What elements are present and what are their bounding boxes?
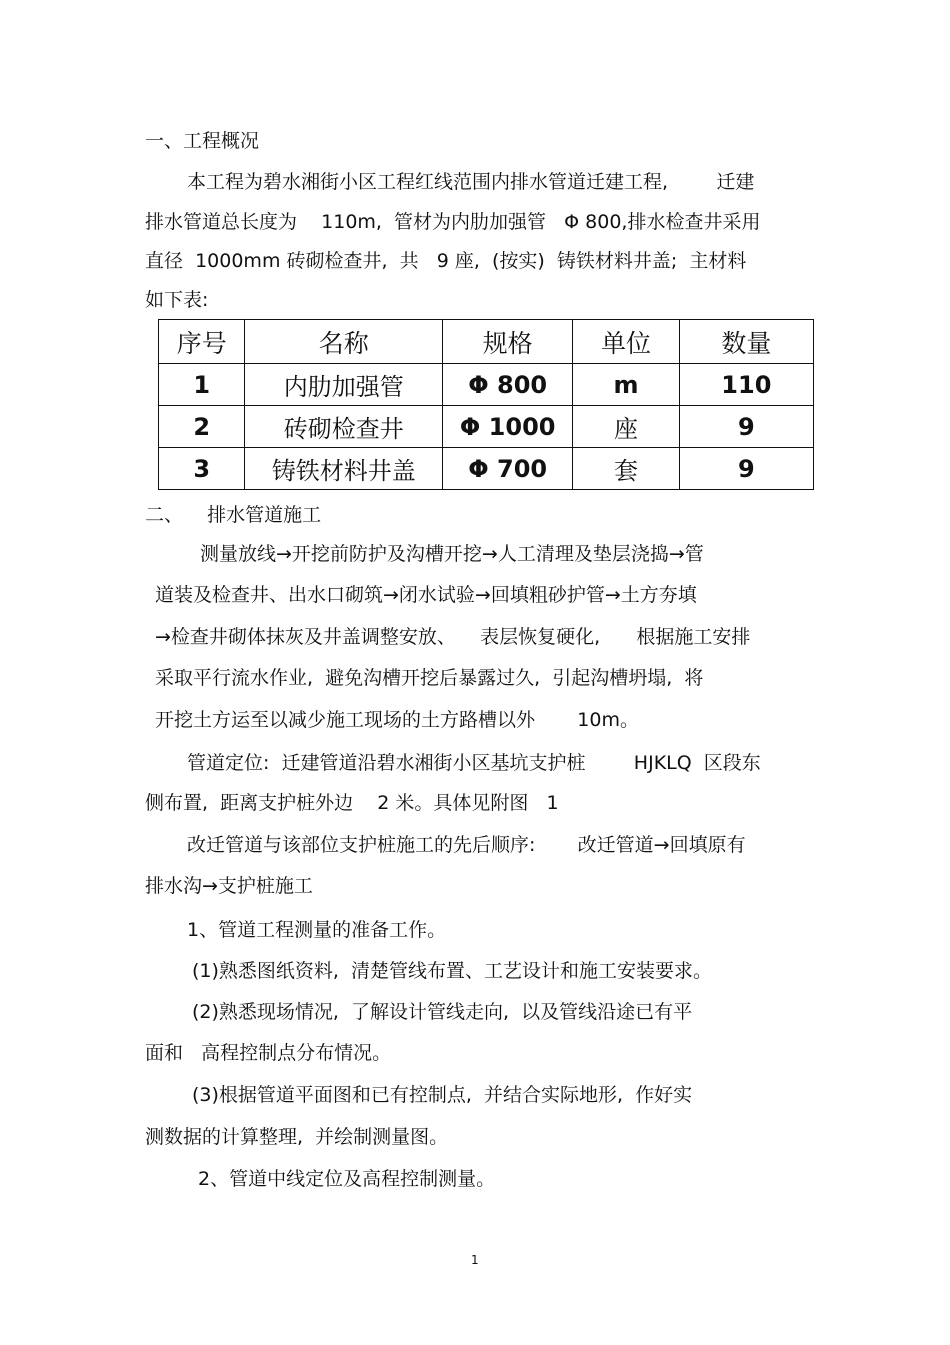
order-line-2: 排水沟→支护桩施工 (145, 875, 313, 897)
table-cell: Φ 1000 (442, 406, 572, 448)
table-row (159, 448, 814, 490)
table-cell: 9 (679, 406, 813, 448)
item-1-sub-1: (1)熟悉图纸资料, 清楚管线布置、工艺设计和施工安装要求。 (192, 960, 713, 982)
table-cell: 内肋加强管 (245, 364, 443, 406)
table-cell: 座 (573, 406, 679, 448)
position-line-1: 管道定位: 迁建管道沿碧水湘街小区基坑支护桩 HJKLQ 区段东 (187, 752, 761, 774)
table-cell: 9 (679, 448, 813, 490)
header-unit: 单位 (573, 320, 679, 364)
position-line-2: 侧布置, 距离支护桩外边 2 米。具体见附图 1 (145, 792, 559, 814)
process-line-4: 采取平行流水作业, 避免沟槽开挖后暴露过久, 引起沟槽坍塌, 将 (155, 667, 704, 689)
header-name: 名称 (245, 320, 443, 364)
table-cell: 110 (679, 364, 813, 406)
header-spec: 规格 (442, 320, 572, 364)
page-number: 1 (471, 1253, 479, 1267)
intro-paragraph-line-1: 本工程为碧水湘街小区工程红线范围内排水管道迁建工程, 迁建 (187, 171, 755, 193)
process-line-5: 开挖土方运至以减少施工现场的土方路槽以外 10m。 (155, 709, 639, 731)
item-1-sub-2-line-1: (2)熟悉现场情况, 了解设计管线走向, 以及管线沿途已有平 (192, 1001, 693, 1023)
order-line-1: 改迁管道与该部位支护桩施工的先后顺序: 改迁管道→回填原有 (187, 834, 746, 856)
item-2-heading: 2、管道中线定位及高程控制测量。 (198, 1168, 496, 1190)
header-quantity: 数量 (679, 320, 813, 364)
process-line-1: 测量放线→开挖前防护及沟槽开挖→人工清理及垫层浇捣→管 (200, 543, 704, 565)
table-cell: m (573, 364, 679, 406)
item-1-sub-2-line-2: 面和 高程控制点分布情况。 (145, 1042, 392, 1064)
item-1-sub-3-line-2: 测数据的计算整理, 并绘制测量图。 (145, 1126, 449, 1148)
table-row (159, 364, 814, 406)
table-cell: 砖砌检查井 (245, 406, 443, 448)
intro-paragraph-line-3: 直径 1000mm 砖砌检查井, 共 9 座, (按实) 铸铁材料井盖; 主材料 (145, 250, 747, 272)
table-cell: 2 (159, 406, 245, 448)
process-line-3: →检查井砌体抹灰及井盖调整安放、 表层恢复硬化, 根据施工安排 (155, 626, 751, 648)
table-row (159, 406, 814, 448)
table-cell: Φ 800 (442, 364, 572, 406)
item-1-heading: 1、管道工程测量的准备工作。 (187, 919, 447, 941)
section-2-heading: 二、 排水管道施工 (145, 504, 322, 526)
materials-table (158, 319, 814, 490)
table-cell: 1 (159, 364, 245, 406)
header-index: 序号 (159, 320, 245, 364)
table-cell: Φ 700 (442, 448, 572, 490)
table-cell: 套 (573, 448, 679, 490)
intro-paragraph-line-4: 如下表: (145, 289, 209, 311)
table-cell: 3 (159, 448, 245, 490)
item-1-sub-3-line-1: (3)根据管道平面图和已有控制点, 并结合实际地形, 作好实 (192, 1084, 693, 1106)
table-cell: 铸铁材料井盖 (245, 448, 443, 490)
table-header-row (159, 320, 814, 364)
process-line-2: 道装及检查井、出水口砌筑→闭水试验→回填粗砂护管→土方夯填 (155, 584, 697, 606)
section-1-heading: 一、工程概况 (145, 130, 260, 152)
intro-paragraph-line-2: 排水管道总长度为 110m, 管材为内肋加强管 Φ 800,排水检查井采用 (145, 211, 761, 233)
